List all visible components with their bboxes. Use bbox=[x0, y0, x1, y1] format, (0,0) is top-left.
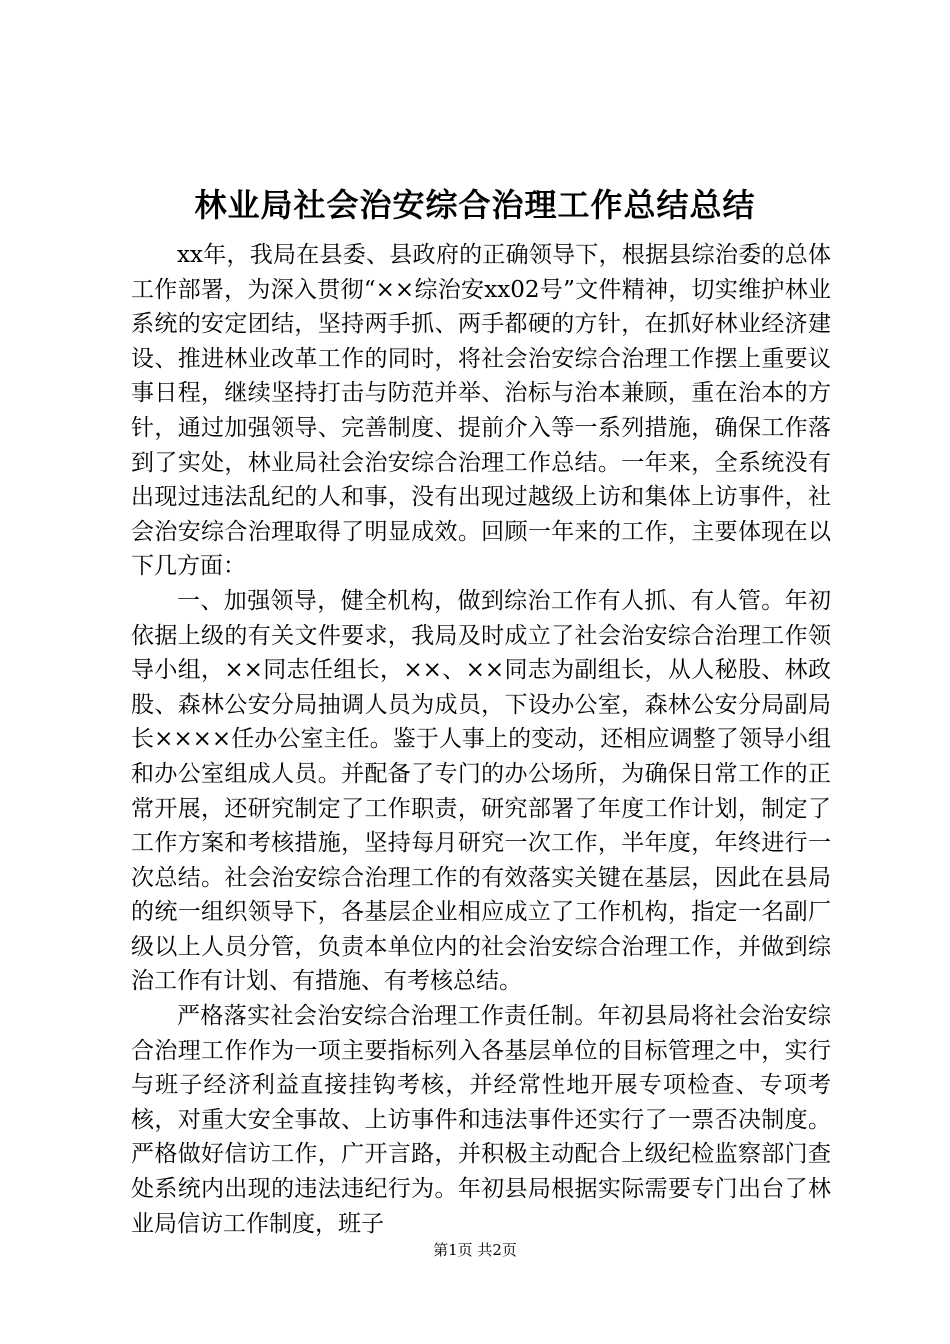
paragraph-intro: xx年，我局在县委、县政府的正确领导下，根据县综治委的总体工作部署，为深入贯彻“××综治安xx02号”文件精神，切实维护林业系统的安定团结，坚持两手抓、两手都硬的方针，在抓好林业经济建设、推进林业改革工作的同时，将社会治安综合治理工作摆上重要议事日程，继续坚持打击与防范并举、治标与治本兼顾，重在治本的方针，通过加强领导、完善制度、提前介入等一系列措施，确保工作落到了实处，林业局社会治安综合治理工作总结。一年来，全系统没有出现过违法乱纪的人和事，没有出现过越级上访和集体上访事件，社会治安综合治理取得了明显成效。回顾一年来的工作，主要体现在以下几方面： bbox=[131, 242, 831, 580]
paragraph-responsibility: 严格落实社会治安综合治理工作责任制。年初县局将社会治安综合治理工作作为一项主要指标列入各基层单位的目标管理之中，实行与班子经济利益直接挂钩考核，并经常性地开展专项检查、专项考核，对重大安全事故、上访事件和违法事件还实行了一票否决制度。严格做好信访工作，广开言路，并积极主动配合上级纪检监察部门查处系统内出现的违法违纪行为。年初县局根据实际需要专门出台了林业局信访工作制度，班子 bbox=[131, 1003, 831, 1237]
document-body bbox=[131, 238, 831, 1241]
document-title: 林业局社会治安综合治理工作总结总结 bbox=[194, 186, 756, 224]
page-footer: 第1页 共2页 bbox=[433, 1241, 517, 1259]
paragraph-leadership: 一、加强领导，健全机构，做到综治工作有人抓、有人管。年初依据上级的有关文件要求，我局及时成立了社会治安综合治理工作领导小组，××同志任组长，××、××同志为副组长，从人秘股、林政股、森林公安分局抽调人员为成员，下设办公室，森林公安分局副局长××××任办公室主任。鉴于人事上的变动，还相应调整了领导小组和办公室组成人员。并配备了专门的办公场所，为确保日常工作的正常开展，还研究制定了工作职责，研究部署了年度工作计划，制定了工作方案和考核措施，坚持每月研究一次工作，半年度，年终进行一次总结。社会治安综合治理工作的有效落实关键在基层，因此在县局的统一组织领导下，各基层企业相应成立了工作机构，指定一名副厂级以上人员分管，负责本单位内的社会治安综合治理工作，并做到综治工作有计划、有措施、有考核总结。 bbox=[131, 587, 831, 995]
